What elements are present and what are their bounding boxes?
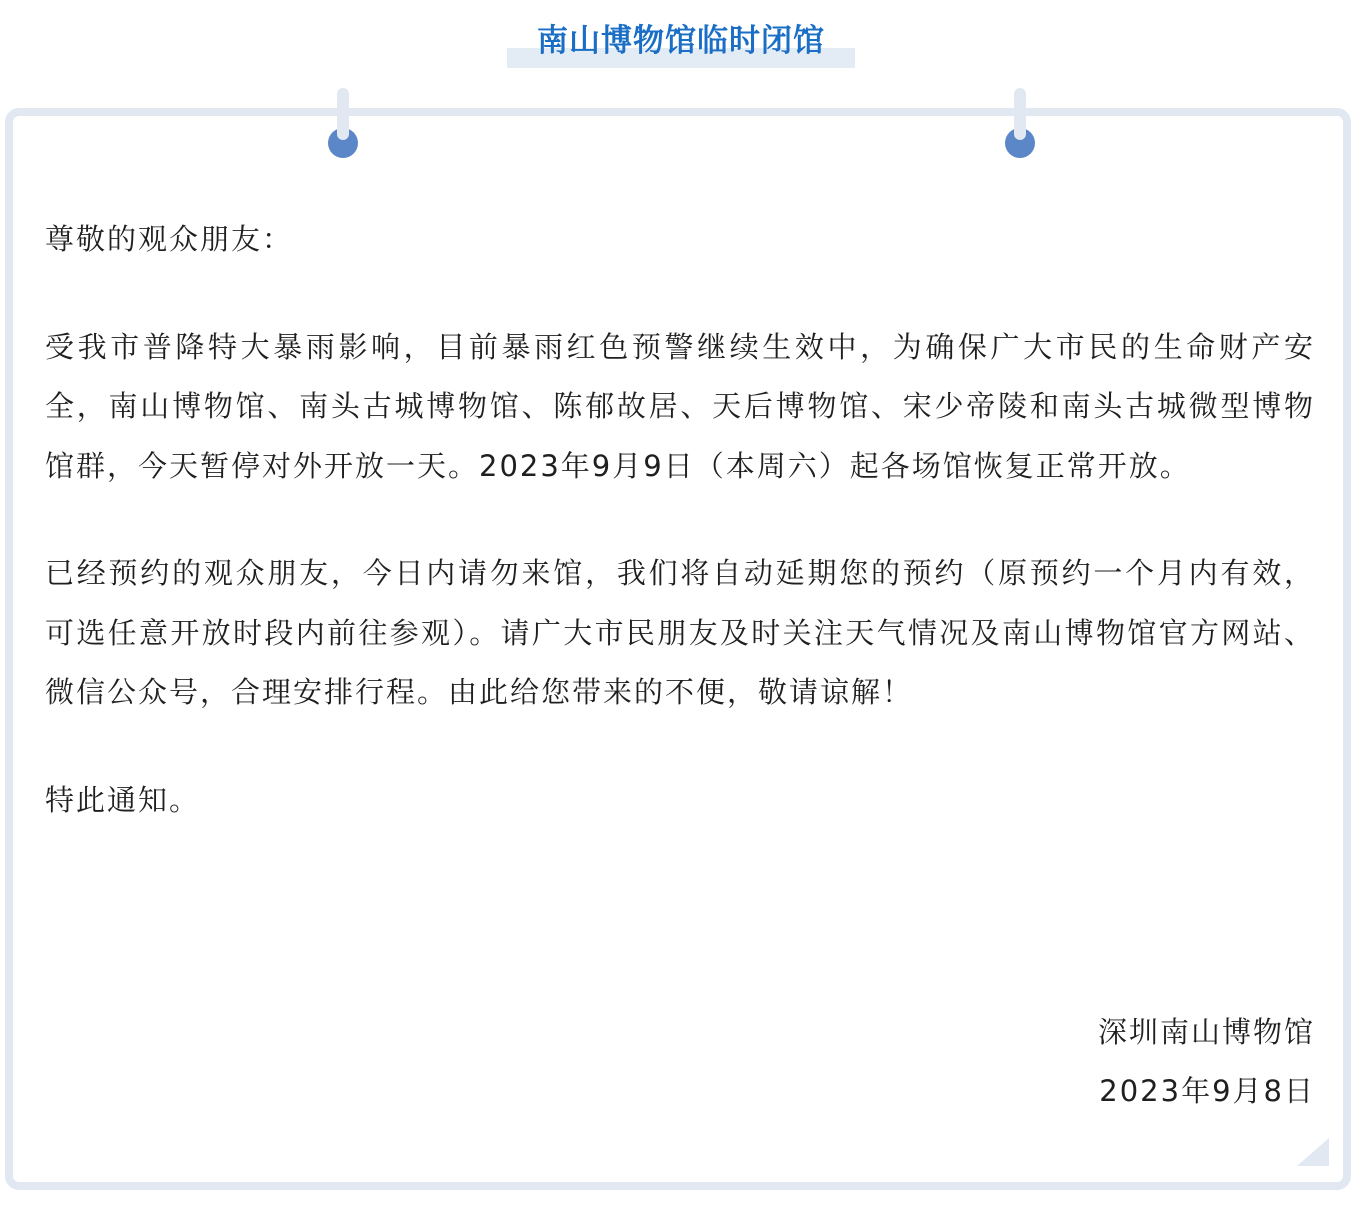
signature-date: 2023年9月8日 [1099, 1074, 1315, 1108]
signature-org: 深圳南山博物馆 [1097, 1015, 1315, 1049]
notice-body [45, 210, 1315, 878]
binder-ring-icon [1004, 88, 1036, 160]
page-title: 南山博物馆临时闭馆 [537, 23, 825, 59]
binder-ring-hole [328, 128, 358, 158]
binder-ring-icon [327, 88, 359, 160]
greeting: 尊敬的观众朋友： [45, 222, 294, 256]
paragraph-reservation: 已经预约的观众朋友，今日内请勿来馆，我们将自动延期您的预约（原预约一个月内有效，可选任意开放时段内前往参观）。请广大市民朋友及时关注天气情况及南山博物馆官方网站、微信公众号，合理安排行程。由此给您带来的不便，敬请谅解！ [45, 556, 1315, 709]
notice-header [507, 14, 855, 68]
paragraph-closing: 特此通知。 [45, 782, 201, 817]
binder-ring-hole [1005, 128, 1035, 158]
paragraph-closure: 受我市普降特大暴雨影响，目前暴雨红色预警继续生效中，为确保广大市民的生命财产安全，南山博物馆、南头古城博物馆、陈郁故居、天后博物馆、宋少帝陵和南头古城微型博物馆群，今天暂停对外开放一天。2023年9月9日（本周六）起各场馆恢复正常开放。 [45, 329, 1315, 483]
